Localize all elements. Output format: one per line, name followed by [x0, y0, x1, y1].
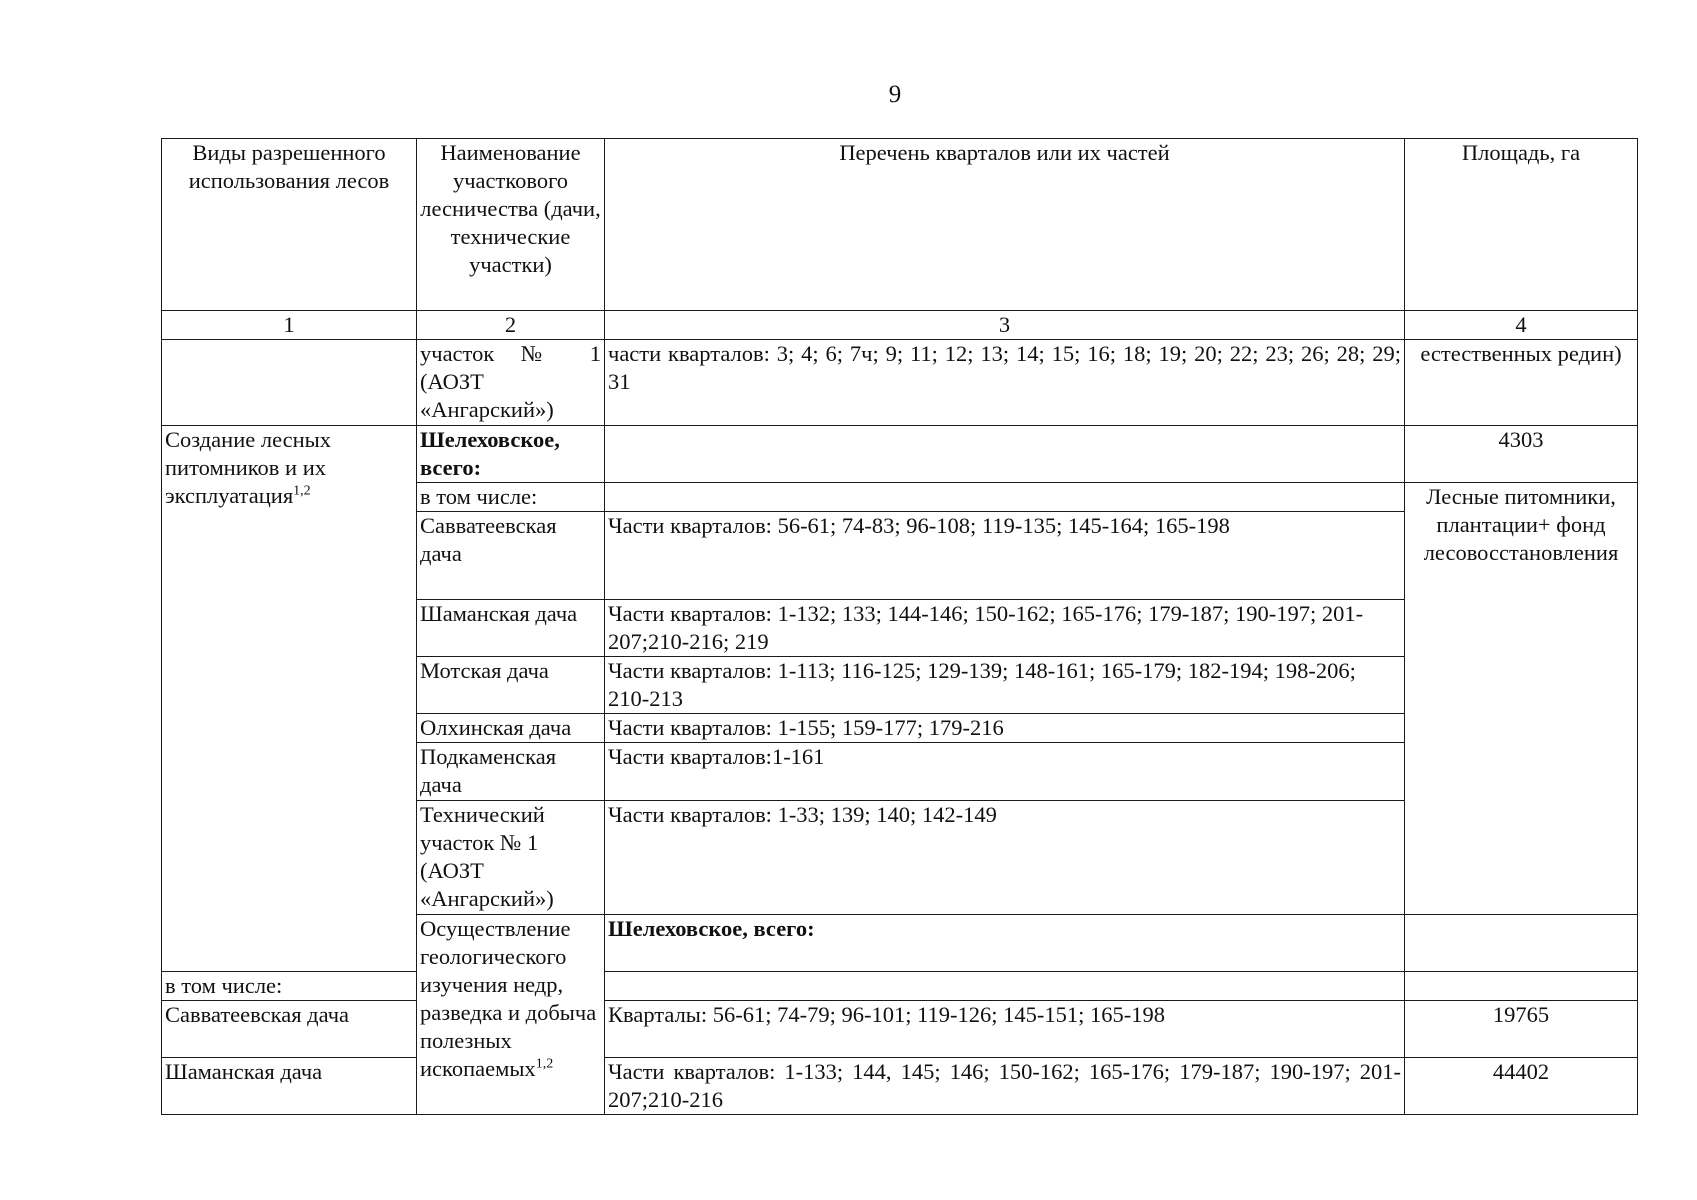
forestry-name-cell: Шаманская дача — [417, 600, 605, 657]
use-type-cell — [162, 426, 417, 972]
forestry-total-label: Шелеховское, всего: — [605, 915, 1405, 972]
quarters-cell-empty — [1405, 915, 1638, 972]
forest-use-table — [161, 138, 1638, 1115]
quarters-cell: Части кварталов: 1-132; 133; 144-146; 150-162; 165-176; 179-187; 190-197; 201-207;210-216; 219 — [605, 600, 1405, 657]
quarters-cell: Части кварталов: 1-33; 139; 140; 142-149 — [605, 801, 1405, 915]
use-type-text: Осуществление геологического изучения недр, разведка и добыча полезных ископаемых — [420, 916, 597, 1081]
header-use-type: Виды разрешенного использования лесов — [162, 139, 417, 311]
forestry-name-cell: Савватеевская дача — [417, 512, 605, 600]
including-label: в том числе: — [417, 483, 605, 512]
area-cell-empty — [1405, 972, 1638, 1001]
area-cell: 19765 — [1405, 1001, 1638, 1058]
column-number-row — [162, 311, 1638, 340]
quarters-cell-empty — [605, 972, 1405, 1001]
quarters-cell-empty — [605, 426, 1405, 483]
table-row — [162, 1058, 1638, 1115]
table-row — [162, 1001, 1638, 1058]
quarters-cell: части кварталов: 3; 4; 6; 7ч; 9; 11; 12; 13; 14; 15; 16; 18; 19; 20; 22; 23; 26; 28; 29; 31 — [605, 340, 1405, 426]
forestry-name-cell: Технический участок № 1 (АОЗТ «Ангарский») — [417, 801, 605, 915]
area-cell: естественных редин) — [1405, 340, 1638, 426]
quarters-cell: Части кварталов: 1-133; 144, 145; 146; 150-162; 165-176; 179-187; 190-197; 201-207;210-216 — [605, 1058, 1405, 1115]
quarters-cell: Части кварталов: 1-113; 116-125; 129-139; 148-161; 165-179; 182-194; 198-206; 210-213 — [605, 657, 1405, 714]
footnote-ref: 1,2 — [535, 1056, 554, 1072]
forestry-name-cell: Савватеевская дача — [162, 1001, 417, 1058]
quarters-cell-empty — [605, 483, 1405, 512]
quarters-cell: Части кварталов:1-161 — [605, 743, 1405, 801]
use-type-text: Создание лесных питомников и их эксплуатация — [165, 427, 332, 508]
table-row — [162, 972, 1638, 1001]
forestry-name-cell: участок № 1 (АОЗТ «Ангарский») — [417, 340, 605, 426]
use-type-cell-empty — [162, 340, 417, 426]
quarters-cell: Части кварталов: 56-61; 74-83; 96-108; 119-135; 145-164; 165-198 — [605, 512, 1405, 600]
forestry-name-cell: Мотская дача — [417, 657, 605, 714]
total-area-cell: 4303 — [1405, 426, 1638, 483]
including-label: в том числе: — [162, 972, 417, 1001]
quarters-cell: Части кварталов: 1-155; 159-177; 179-216 — [605, 714, 1405, 743]
page-number: 9 — [888, 81, 902, 108]
header-area: Площадь, га — [1405, 139, 1638, 311]
use-type-cell — [417, 915, 605, 1115]
quarters-cell: Кварталы: 56-61; 74-79; 96-101; 119-126; 145-151; 165-198 — [605, 1001, 1405, 1058]
forestry-total-label: Шелеховское, всего: — [417, 426, 605, 483]
header-row — [162, 139, 1638, 311]
table-row — [162, 340, 1638, 426]
footnote-ref: 1,2 — [293, 483, 311, 499]
column-number: 3 — [605, 311, 1405, 340]
forestry-name-cell: Подкаменская дача — [417, 743, 605, 801]
header-forestry-name: Наименование участкового лесничества (дачи, технические участки) — [417, 139, 605, 311]
column-number: 2 — [417, 311, 605, 340]
area-cell: 44402 — [1405, 1058, 1638, 1115]
column-number: 4 — [1405, 311, 1638, 340]
column-number: 1 — [162, 311, 417, 340]
area-note-cell: Лесные питомники, плантации+ фонд лесовосстановления — [1405, 483, 1638, 915]
forestry-name-cell: Шаманская дача — [162, 1058, 417, 1115]
table-row — [162, 426, 1638, 483]
header-quarters-list: Перечень кварталов или их частей — [605, 139, 1405, 311]
forestry-name-cell: Олхинская дача — [417, 714, 605, 743]
